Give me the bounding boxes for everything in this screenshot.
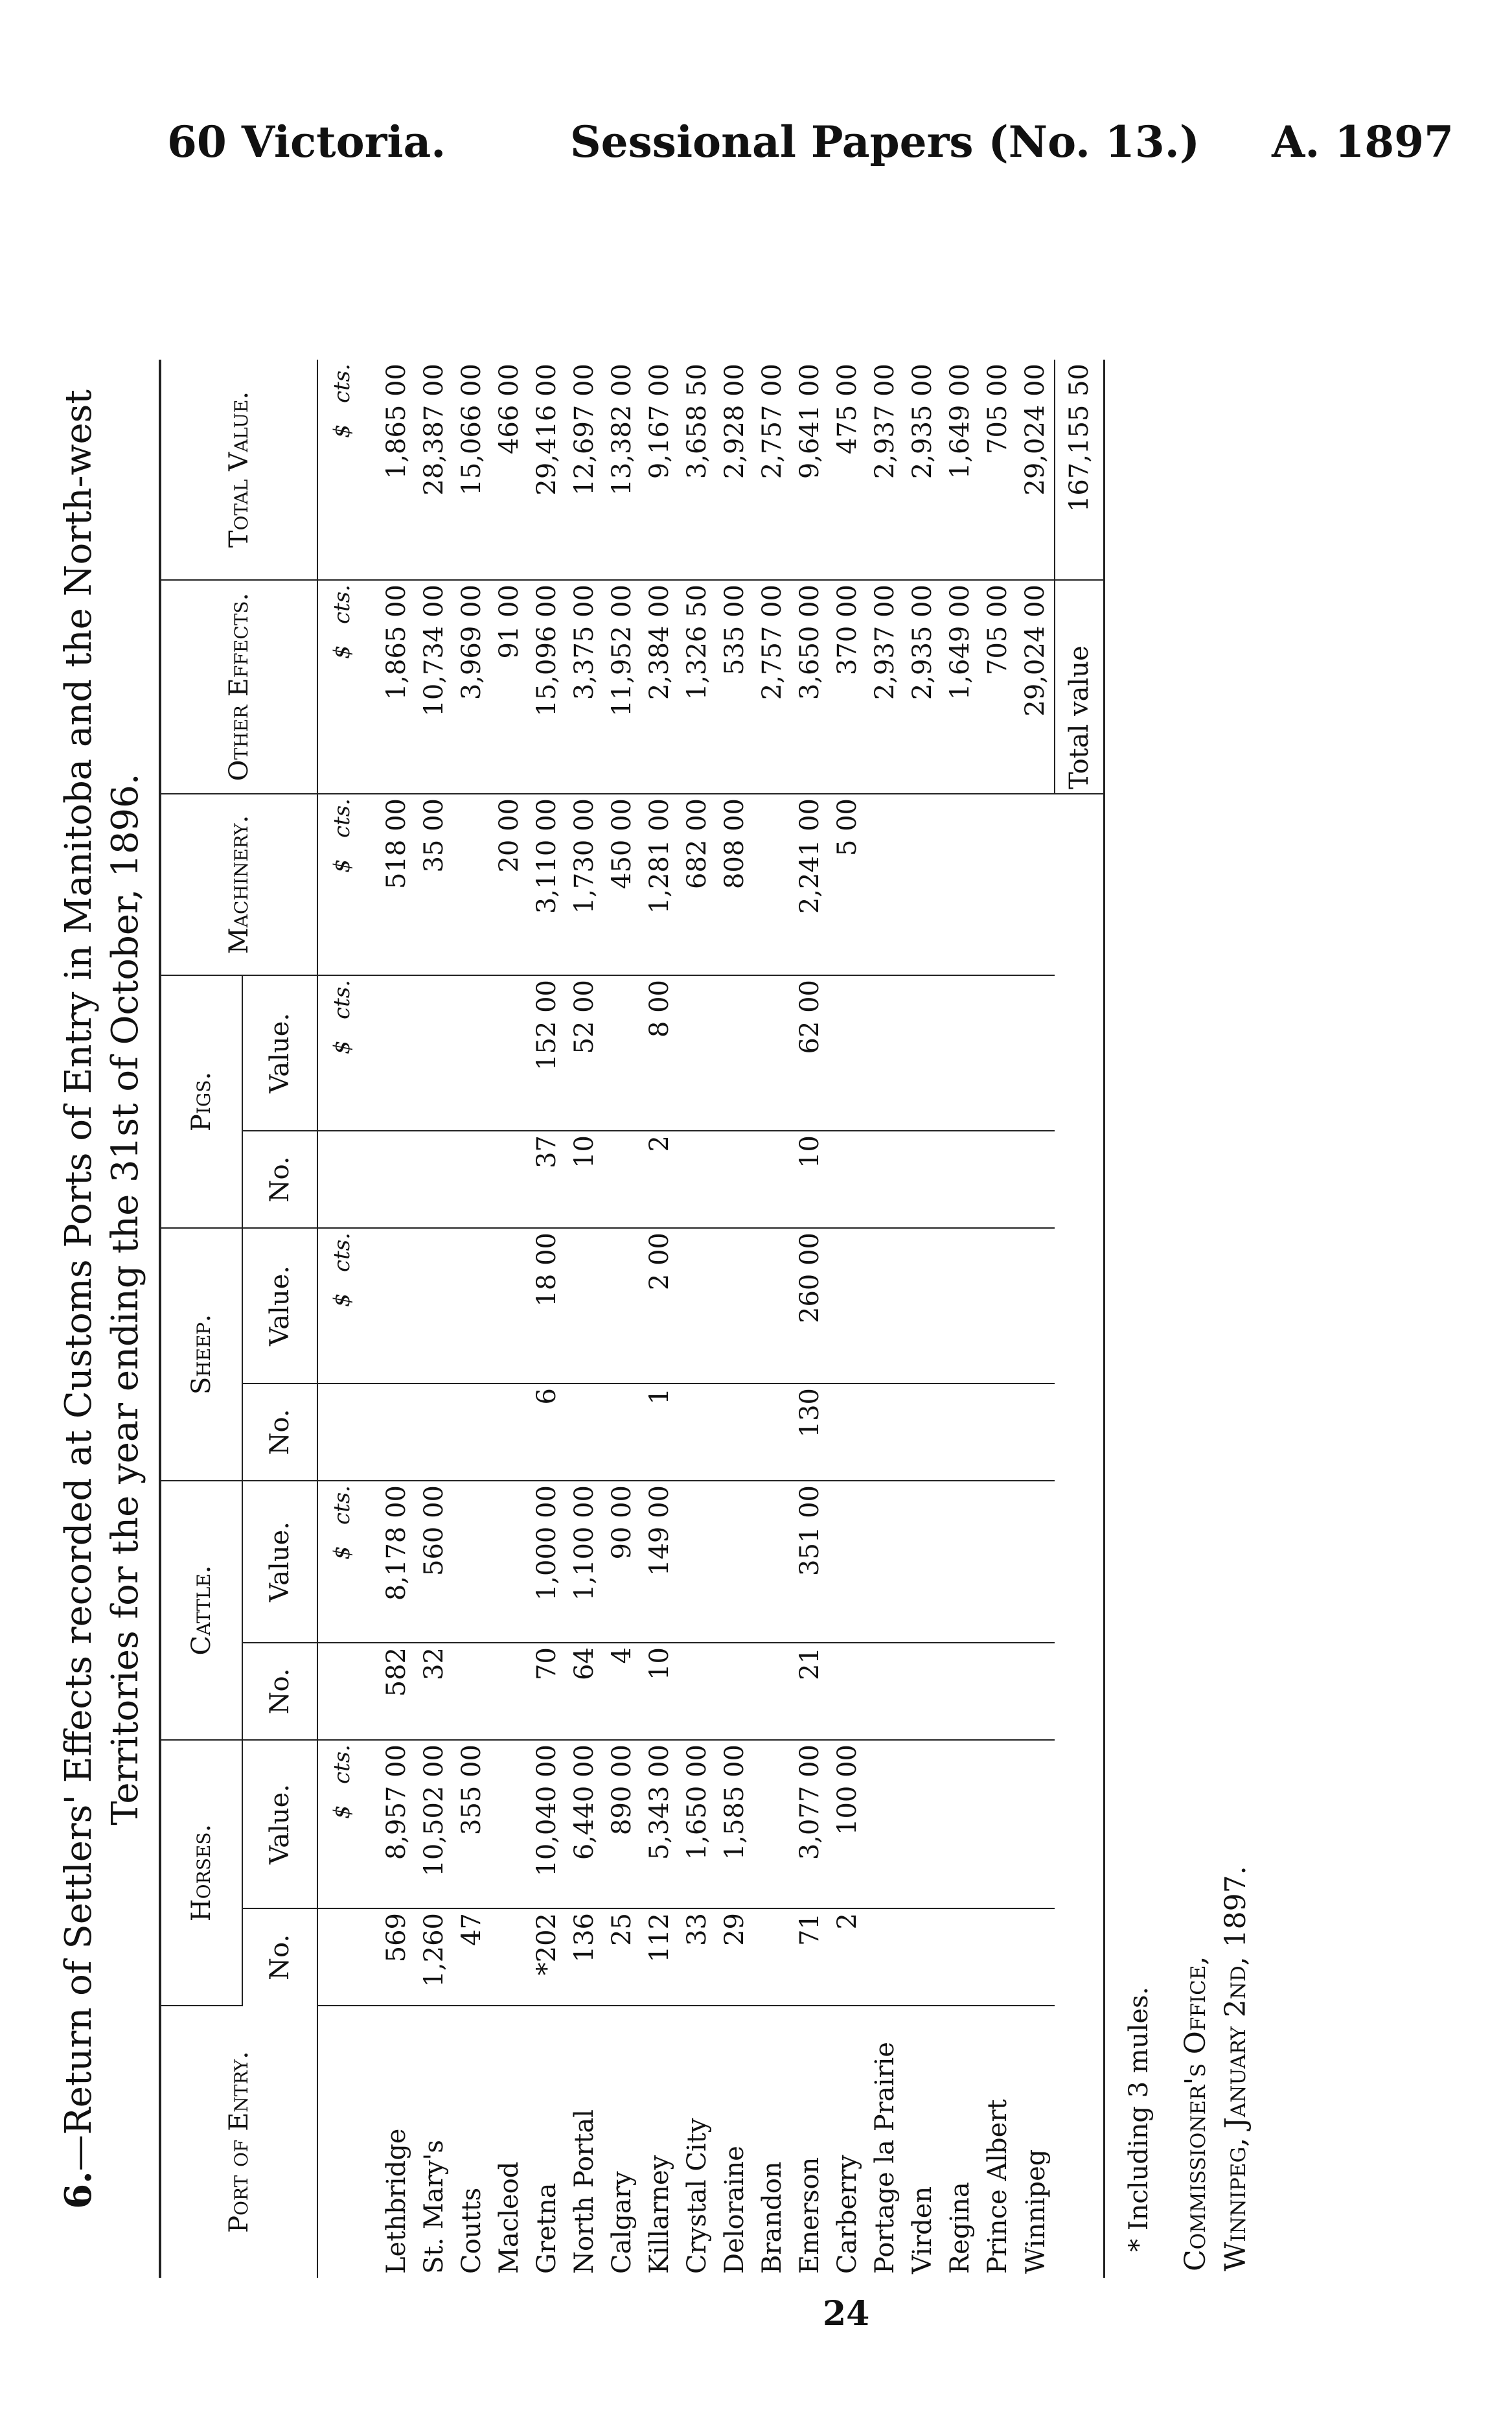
cell-sheep-no: [603, 1384, 641, 1481]
cell-sheep-val: [904, 1228, 941, 1384]
sub-value: Value.: [242, 1228, 317, 1384]
cell-horses-no: *202: [528, 1908, 566, 2006]
cell-cattle-no: 582: [366, 1643, 415, 1740]
cell-horses-no: [490, 1908, 528, 2006]
cell-horses-no: 47: [453, 1908, 490, 2006]
cell-cattle-val: [753, 1481, 791, 1643]
table-row: [1016, 360, 1055, 2278]
cell-sheep-no: [366, 1384, 415, 1481]
col-sheep-header: Sheep.: [160, 1228, 242, 1481]
cell-pigs-val: [979, 975, 1016, 1131]
sub-value: Value.: [242, 1481, 317, 1643]
cell-total: 28,387 00: [415, 360, 453, 580]
cell-cattle-no: [979, 1643, 1016, 1740]
cell-total: 29,416 00: [528, 360, 566, 580]
table-row: [453, 360, 490, 2278]
cell-machinery: 20 00: [490, 794, 528, 975]
cell-cattle-val: [829, 1481, 866, 1643]
cell-pigs-val: [866, 975, 904, 1131]
header-left: 60 Victoria.: [167, 117, 446, 167]
cell-pigs-val: 8 00: [641, 975, 678, 1131]
cell-machinery: [753, 794, 791, 975]
cell-port: St. Mary's: [419, 2140, 449, 2274]
cell-cattle-val: 351 00: [791, 1481, 829, 1643]
cell-sheep-no: [1016, 1384, 1055, 1481]
cell-sheep-val: [566, 1228, 603, 1384]
cell-horses-val: [753, 1740, 791, 1908]
cell-total: 466 00: [490, 360, 528, 580]
table-row: [603, 360, 641, 2278]
cell-sheep-no: [866, 1384, 904, 1481]
cell-cattle-val: [678, 1481, 716, 1643]
col-total-header: Total Value.: [160, 360, 317, 580]
cell-other: 1,649 00: [941, 580, 979, 794]
col-port-header: Port of Entry.: [160, 2006, 317, 2278]
cell-horses-val: [904, 1740, 941, 1908]
cell-total: 1,649 00: [941, 360, 979, 580]
cell-sheep-val: [1016, 1228, 1055, 1384]
cell-cattle-no: [490, 1643, 528, 1740]
cell-pigs-no: 10: [791, 1131, 829, 1228]
cell-horses-val: 355 00: [453, 1740, 490, 1908]
cell-horses-no: 136: [566, 1908, 603, 2006]
cell-cattle-no: [453, 1643, 490, 1740]
cell-cattle-val: [979, 1481, 1016, 1643]
office-line-2: Winnipeg, January 2nd, 1897.: [1219, 1866, 1252, 2271]
cell-other: 3,375 00: [566, 580, 603, 794]
cell-total: 1,865 00: [366, 360, 415, 580]
cell-pigs-no: 10: [566, 1131, 603, 1228]
cell-other: 2,757 00: [753, 580, 791, 794]
cell-pigs-no: [753, 1131, 791, 1228]
cell-machinery: [866, 794, 904, 975]
cell-port: Carberry: [832, 2155, 862, 2274]
cell-port: Killarney: [645, 2155, 674, 2274]
cell-pigs-val: [941, 975, 979, 1131]
sub-no: No.: [242, 1384, 317, 1481]
cell-machinery: 1,281 00: [641, 794, 678, 975]
cell-horses-val: 10,502 00: [415, 1740, 453, 1908]
cell-machinery: 682 00: [678, 794, 716, 975]
cell-cattle-no: 4: [603, 1643, 641, 1740]
header-right: A. 1897: [1272, 117, 1454, 167]
cell-pigs-no: [716, 1131, 753, 1228]
cell-total: 9,167 00: [641, 360, 678, 580]
col-pigs-header: Pigs.: [160, 975, 242, 1228]
cell-cattle-val: 1,000 00: [528, 1481, 566, 1643]
cell-machinery: 3,110 00: [528, 794, 566, 975]
cell-pigs-no: [603, 1131, 641, 1228]
cell-pigs-no: [979, 1131, 1016, 1228]
cell-other: 3,969 00: [453, 580, 490, 794]
cell-sheep-val: [453, 1228, 490, 1384]
cell-port: Prince Albert: [983, 2099, 1013, 2274]
cell-machinery: 1,730 00: [566, 794, 603, 975]
unit-label: $ cts.: [317, 1228, 366, 1384]
cell-cattle-val: 560 00: [415, 1481, 453, 1643]
col-horses-header: Horses.: [160, 1740, 242, 2006]
cell-cattle-val: 8,178 00: [366, 1481, 415, 1643]
cell-horses-val: 890 00: [603, 1740, 641, 1908]
col-cattle-header: Cattle.: [160, 1481, 242, 1740]
cell-horses-no: 112: [641, 1908, 678, 2006]
table-row: [528, 360, 566, 2278]
cell-pigs-no: 2: [641, 1131, 678, 1228]
cell-total: 29,024 00: [1016, 360, 1055, 580]
cell-port: North Portal: [569, 2109, 599, 2274]
cell-sheep-val: [866, 1228, 904, 1384]
cell-other: 2,935 00: [904, 580, 941, 794]
table-row: [791, 360, 829, 2278]
unit-label: $ cts.: [317, 580, 366, 794]
title-text: —Return of Settlers' Effects recorded at Customs Ports of Entry in Manitoba and the North-west Territories for the year ending the 31st of October, 1896.: [58, 389, 146, 2172]
cell-pigs-val: 52 00: [566, 975, 603, 1131]
cell-cattle-no: [753, 1643, 791, 1740]
table-row: [979, 360, 1016, 2278]
cell-machinery: 35 00: [415, 794, 453, 975]
cell-machinery: 5 00: [829, 794, 866, 975]
cell-pigs-val: [1016, 975, 1055, 1131]
cell-horses-val: 10,040 00: [528, 1740, 566, 1908]
cell-cattle-val: [1016, 1481, 1055, 1643]
office-line-1: Commissioner's Office,: [1179, 1956, 1212, 2271]
unit-label: $ cts.: [317, 1481, 366, 1643]
cell-cattle-no: 10: [641, 1643, 678, 1740]
table-row: [753, 360, 791, 2278]
cell-sheep-no: [716, 1384, 753, 1481]
cell-sheep-val: [603, 1228, 641, 1384]
cell-pigs-val: [716, 975, 753, 1131]
return-table: [159, 360, 1105, 2278]
cell-other: 3,650 00: [791, 580, 829, 794]
cell-sheep-no: [566, 1384, 603, 1481]
cell-pigs-no: [866, 1131, 904, 1228]
cell-cattle-no: 32: [415, 1643, 453, 1740]
col-machinery-header: Machinery.: [160, 794, 317, 975]
cell-total: 9,641 00: [791, 360, 829, 580]
cell-other: 2,384 00: [641, 580, 678, 794]
cell-cattle-no: [904, 1643, 941, 1740]
cell-pigs-val: [753, 975, 791, 1131]
cell-sheep-no: [490, 1384, 528, 1481]
table-row: [490, 360, 528, 2278]
cell-cattle-val: [490, 1481, 528, 1643]
cell-machinery: [941, 794, 979, 975]
cell-machinery: 808 00: [716, 794, 753, 975]
cell-other: 2,937 00: [866, 580, 904, 794]
cell-cattle-val: [716, 1481, 753, 1643]
cell-sheep-no: [904, 1384, 941, 1481]
cell-port: Regina: [945, 2182, 975, 2274]
cell-pigs-val: [603, 975, 641, 1131]
cell-pigs-no: [678, 1131, 716, 1228]
cell-pigs-no: 37: [528, 1131, 566, 1228]
cell-port: Crystal City: [682, 2118, 712, 2274]
table-row: [566, 360, 603, 2278]
cell-sheep-no: 6: [528, 1384, 566, 1481]
cell-other: 1,865 00: [366, 580, 415, 794]
cell-pigs-val: [678, 975, 716, 1131]
cell-cattle-no: [941, 1643, 979, 1740]
cell-pigs-val: [829, 975, 866, 1131]
table-row: [829, 360, 866, 2278]
cell-cattle-val: [866, 1481, 904, 1643]
cell-other: 535 00: [716, 580, 753, 794]
title-number: 6.: [57, 2171, 100, 2209]
cell-sheep-val: [753, 1228, 791, 1384]
sub-value: Value.: [242, 975, 317, 1131]
cell-sheep-val: [415, 1228, 453, 1384]
unit-label: $ cts.: [317, 975, 366, 1131]
cell-pigs-val: [904, 975, 941, 1131]
document-title: [55, 327, 149, 2271]
cell-other: 91 00: [490, 580, 528, 794]
cell-cattle-no: [716, 1643, 753, 1740]
col-other-header: Other Effects.: [160, 580, 317, 794]
cell-cattle-val: [904, 1481, 941, 1643]
office-signature: [1176, 1866, 1256, 2271]
cell-horses-no: 2: [829, 1908, 866, 2006]
cell-pigs-val: [366, 975, 415, 1131]
cell-pigs-no: [415, 1131, 453, 1228]
cell-total: 12,697 00: [566, 360, 603, 580]
cell-sheep-no: [829, 1384, 866, 1481]
table-row: [678, 360, 716, 2278]
cell-sheep-val: 2 00: [641, 1228, 678, 1384]
cell-pigs-no: [941, 1131, 979, 1228]
cell-sheep-val: [829, 1228, 866, 1384]
cell-pigs-no: [366, 1131, 415, 1228]
cell-port: Brandon: [757, 2161, 787, 2274]
cell-sheep-no: [941, 1384, 979, 1481]
cell-cattle-no: [866, 1643, 904, 1740]
cell-machinery: [979, 794, 1016, 975]
cell-horses-val: [490, 1740, 528, 1908]
cell-total: 2,937 00: [866, 360, 904, 580]
cell-sheep-no: [753, 1384, 791, 1481]
cell-sheep-val: [979, 1228, 1016, 1384]
cell-other: 29,024 00: [1016, 580, 1055, 794]
cell-pigs-val: [453, 975, 490, 1131]
cell-total: 2,928 00: [716, 360, 753, 580]
cell-other: 370 00: [829, 580, 866, 794]
cell-other: 11,952 00: [603, 580, 641, 794]
cell-cattle-val: [453, 1481, 490, 1643]
cell-horses-no: 25: [603, 1908, 641, 2006]
cell-other: 15,096 00: [528, 580, 566, 794]
cell-cattle-no: [678, 1643, 716, 1740]
cell-machinery: 2,241 00: [791, 794, 829, 975]
cell-total: 475 00: [829, 360, 866, 580]
cell-port: Lethbridge: [382, 2128, 411, 2274]
cell-other: 10,734 00: [415, 580, 453, 794]
cell-cattle-no: 64: [566, 1643, 603, 1740]
sub-value: Value.: [242, 1740, 317, 1908]
page-number: 24: [823, 2294, 870, 2334]
cell-machinery: [453, 794, 490, 975]
cell-sheep-val: 18 00: [528, 1228, 566, 1384]
cell-machinery: 518 00: [366, 794, 415, 975]
cell-pigs-no: [904, 1131, 941, 1228]
cell-horses-val: 5,343 00: [641, 1740, 678, 1908]
cell-pigs-val: [490, 975, 528, 1131]
unit-label: $ cts.: [317, 1740, 366, 1908]
cell-horses-no: 1,260: [415, 1908, 453, 2006]
cell-horses-no: 33: [678, 1908, 716, 2006]
cell-pigs-val: [415, 975, 453, 1131]
table-row: [716, 360, 753, 2278]
total-value-label: Total value: [1055, 580, 1105, 794]
table-row: [866, 360, 904, 2278]
cell-horses-no: [979, 1908, 1016, 2006]
header-center: Sessional Papers (No. 13.): [570, 117, 1200, 167]
cell-port: Coutts: [457, 2187, 487, 2274]
cell-horses-val: [1016, 1740, 1055, 1908]
cell-horses-val: 1,585 00: [716, 1740, 753, 1908]
cell-port: Deloraine: [720, 2146, 750, 2274]
table-row: [641, 360, 678, 2278]
cell-horses-no: [1016, 1908, 1055, 2006]
cell-cattle-val: 149 00: [641, 1481, 678, 1643]
cell-cattle-no: 21: [791, 1643, 829, 1740]
cell-cattle-no: [1016, 1643, 1055, 1740]
sub-no: No.: [242, 1131, 317, 1228]
cell-sheep-no: [453, 1384, 490, 1481]
unit-label: $ cts.: [317, 794, 366, 975]
cell-machinery: [1016, 794, 1055, 975]
cell-horses-no: [866, 1908, 904, 2006]
cell-horses-val: 1,650 00: [678, 1740, 716, 1908]
cell-total: 13,382 00: [603, 360, 641, 580]
cell-pigs-val: 152 00: [528, 975, 566, 1131]
cell-total: 15,066 00: [453, 360, 490, 580]
cell-sheep-val: [716, 1228, 753, 1384]
cell-horses-no: 29: [716, 1908, 753, 2006]
cell-cattle-no: [829, 1643, 866, 1740]
cell-horses-val: 8,957 00: [366, 1740, 415, 1908]
cell-other: 1,326 50: [678, 580, 716, 794]
cell-machinery: 450 00: [603, 794, 641, 975]
cell-port: Winnipeg: [1020, 2149, 1051, 2274]
cell-sheep-val: [678, 1228, 716, 1384]
cell-cattle-val: 90 00: [603, 1481, 641, 1643]
cell-horses-val: [979, 1740, 1016, 1908]
rotated-content: [49, 249, 1351, 2349]
sub-no: No.: [242, 1643, 317, 1740]
unit-label: $ cts.: [317, 360, 366, 580]
cell-port: Gretna: [532, 2183, 562, 2274]
cell-total: 2,935 00: [904, 360, 941, 580]
cell-total: 705 00: [979, 360, 1016, 580]
cell-horses-no: 569: [366, 1908, 415, 2006]
cell-pigs-val: 62 00: [791, 975, 829, 1131]
cell-total: 3,658 50: [678, 360, 716, 580]
cell-horses-val: 100 00: [829, 1740, 866, 1908]
cell-sheep-no: [678, 1384, 716, 1481]
table-row: [415, 360, 453, 2278]
cell-horses-no: [753, 1908, 791, 2006]
cell-sheep-no: [415, 1384, 453, 1481]
table-row: [941, 360, 979, 2278]
cell-port: Emerson: [795, 2157, 825, 2274]
cell-other: 705 00: [979, 580, 1016, 794]
cell-sheep-val: [366, 1228, 415, 1384]
cell-pigs-no: [1016, 1131, 1055, 1228]
cell-horses-val: [941, 1740, 979, 1908]
cell-cattle-no: 70: [528, 1643, 566, 1740]
cell-port: Portage la Prairie: [870, 2041, 900, 2274]
cell-sheep-val: 260 00: [791, 1228, 829, 1384]
cell-cattle-val: 1,100 00: [566, 1481, 603, 1643]
cell-horses-no: [941, 1908, 979, 2006]
table-row: [366, 360, 415, 2278]
cell-sheep-no: 1: [641, 1384, 678, 1481]
cell-sheep-val: [941, 1228, 979, 1384]
cell-horses-val: 6,440 00: [566, 1740, 603, 1908]
cell-horses-val: [866, 1740, 904, 1908]
cell-cattle-val: [941, 1481, 979, 1643]
cell-horses-no: [904, 1908, 941, 2006]
cell-port: Virden: [908, 2186, 937, 2274]
cell-pigs-no: [829, 1131, 866, 1228]
cell-horses-no: 71: [791, 1908, 829, 2006]
sub-no: No.: [242, 1908, 317, 2006]
table-row: [904, 360, 941, 2278]
cell-pigs-no: [453, 1131, 490, 1228]
cell-sheep-no: 130: [791, 1384, 829, 1481]
cell-port: Calgary: [607, 2171, 637, 2274]
cell-port: Macleod: [494, 2161, 524, 2274]
footnote: * Including 3 mules.: [1124, 1986, 1154, 2252]
cell-total: 2,757 00: [753, 360, 791, 580]
cell-horses-val: 3,077 00: [791, 1740, 829, 1908]
cell-pigs-no: [490, 1131, 528, 1228]
cell-sheep-no: [979, 1384, 1016, 1481]
cell-sheep-val: [490, 1228, 528, 1384]
total-value: 167,155 50: [1055, 360, 1105, 580]
cell-machinery: [904, 794, 941, 975]
